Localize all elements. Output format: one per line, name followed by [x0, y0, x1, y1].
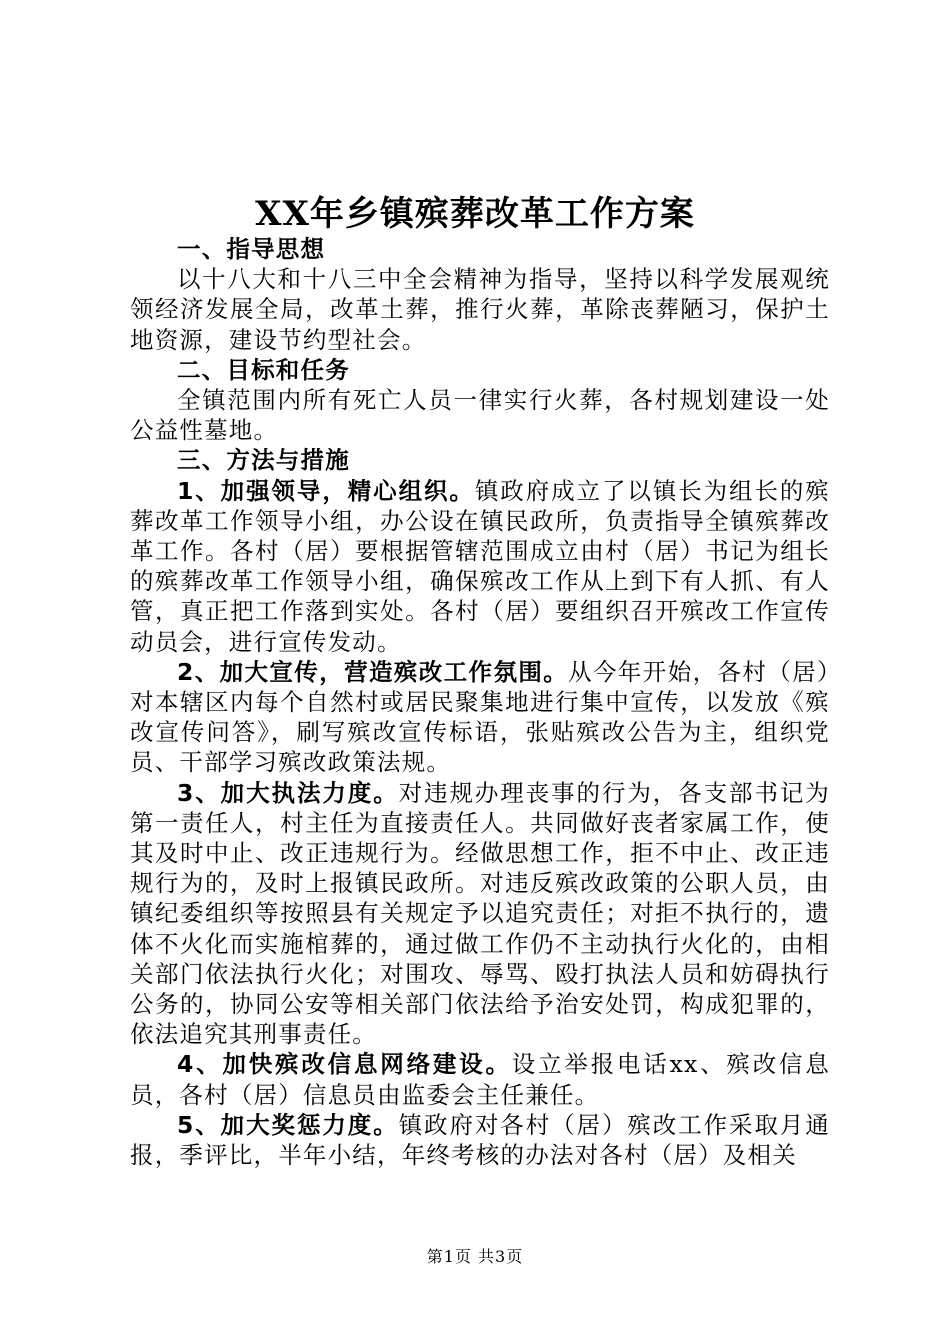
paragraph-measure-3	[130, 778, 830, 1050]
paragraph-guiding-ideology: 以十八大和十八三中全会精神为指导，坚持以科学发展观统领经济发展全局，改革土葬，推行火葬，革除丧葬陋习，保护土地资源，建设节约型社会。	[130, 265, 830, 354]
paragraph-measure-2	[130, 657, 830, 778]
measure-4-text: 设立举报电话xx、殡改信息员，各村（居）信息员由监委会主任兼任。	[130, 1050, 831, 1109]
document-title: XX年乡镇殡葬改革工作方案	[255, 194, 695, 234]
section-heading-guiding-ideology: 一、指导思想	[177, 235, 326, 263]
measure-2-text: 从今年开始，各村（居）对本辖区内每个自然村或居民聚集地进行集中宣传，以发放《殡改宣传问答》，刷写殡改宣传标语，张贴殡改公告为主，组织党员、干部学习殡改政策法规。	[130, 657, 830, 777]
measure-5-text: 镇政府对各村（居）殡改工作采取月通报，季评比，半年小结，年终考核的办法对各村（居）及相关	[130, 1110, 830, 1170]
measure-1-lead: 1、加强领导，精心组织。	[177, 476, 475, 505]
measure-5-lead: 5、加大奖惩力度。	[177, 1110, 399, 1139]
measure-4-lead: 4、加快殡改信息网络建设。	[177, 1050, 512, 1079]
document-body	[130, 234, 830, 1170]
paragraph-measure-5	[130, 1110, 830, 1170]
measure-1-text: 镇政府成立了以镇长为组长的殡葬改革工作领导小组，办公设在镇民政所，负责指导全镇殡葬改革工作。各村（居）要根据管辖范围成立由村（居）书记为组长的殡葬改革工作领导小组，确保殡改工作从上到下有人抓、有人管，真正把工作落到实处。各村（居）要组织召开殡改工作宣传动员会，进行宣传发动。	[130, 476, 830, 656]
measure-2-lead: 2、加大宣传，营造殡改工作氛围。	[177, 657, 569, 686]
paragraph-goals-tasks: 全镇范围内所有死亡人员一律实行火葬，各村规划建设一处公益性墓地。	[130, 386, 830, 445]
section-heading-methods-measures: 三、方法与措施	[177, 446, 350, 475]
section-heading-goals-tasks: 二、目标和任务	[177, 355, 350, 384]
page-number-footer: 第1页 共3页	[426, 1247, 524, 1266]
paragraph-measure-4	[130, 1049, 830, 1109]
measure-3-text: 对违规办理丧事的行为，各支部书记为第一责任人，村主任为直接责任人。共同做好丧者家属工作，使其及时中止、改正违规行为。经做思想工作，拒不中止、改正违规行为的，及时上报镇民政所。对违反殡改政策的公职人员，由镇纪委组织等按照县有关规定予以追究责任；对拒不执行的，遗体不火化而实施棺葬的，通过做工作仍不主动执行火化的，由相关部门依法执行火化；对围攻、辱骂、殴打执法人员和妨碍执行公务的，协同公安等相关部门依法给予治安处罚，构成犯罪的，依法追究其刑事责任。	[130, 778, 830, 1049]
measure-3-lead: 3、加大执法力度。	[177, 778, 399, 807]
paragraph-measure-1	[130, 476, 830, 657]
